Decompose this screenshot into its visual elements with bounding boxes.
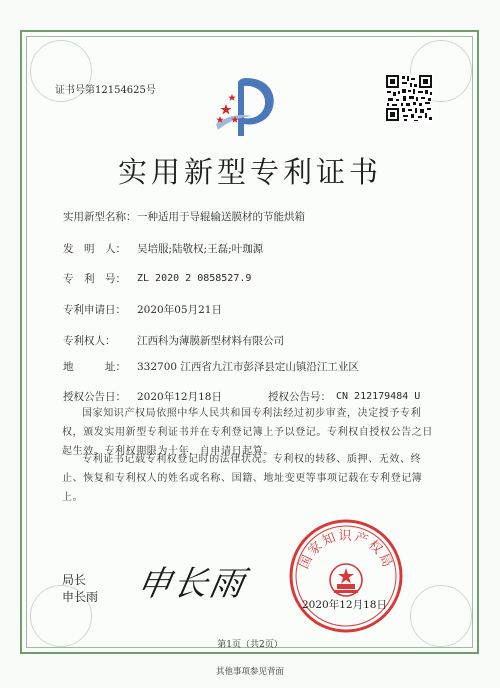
patent-number-value: ZL 2020 2 0858527.9 <box>137 273 252 284</box>
inventor-value: 吴培服;陆敬权;王磊;叶珈源 <box>137 243 264 255</box>
qr-code-icon <box>385 74 433 122</box>
footer-note: 其他事项参见背面 <box>215 667 284 677</box>
address-label: 地 址： <box>63 361 126 373</box>
patentee-label: 专利权人： <box>63 335 116 347</box>
seal-ring-text: 国家知识产权局 <box>296 529 396 572</box>
utility-name-value: 一种适用于导辊输送膜材的节能烘箱 <box>137 211 305 223</box>
certificate-number: 证书号第12154625号 <box>55 85 156 96</box>
patent-number-label: 专 利 号： <box>63 273 126 285</box>
director-name: 申长雨 <box>62 590 99 604</box>
filing-date-value: 2020年05月21日 <box>137 304 222 316</box>
director-title: 局长 <box>62 573 87 587</box>
national-emblem-icon <box>330 564 362 596</box>
address-value: 332700 江西省九江市彭泽县定山镇沿江工业区 <box>137 361 359 373</box>
filing-date-label: 专利申请日： <box>63 304 126 316</box>
grant-date-label: 授权公告日： <box>63 391 126 403</box>
grant-number-value: CN 212179484 U <box>336 391 421 402</box>
grant-number-label: 授权公告号： <box>268 391 331 403</box>
page-indicator: 第1页（共2页） <box>217 640 283 650</box>
seal-date: 2020年12月18日 <box>302 599 387 611</box>
legal-status-paragraph: 专利证书记载专利权登记时的法律状况。专利权的转移、质押、无效、终止、恢复和专利权人的姓名或名称、国籍、地址变更等事项记载在专利登记簿上。 <box>62 454 423 503</box>
utility-name-label: 实用新型名称： <box>63 211 137 223</box>
certificate-title: 实用新型专利证书 <box>117 155 382 189</box>
official-seal-icon <box>288 518 404 634</box>
director-signature: 申长雨 <box>133 564 249 604</box>
inventor-label: 发 明 人： <box>63 243 126 255</box>
patentee-value: 江西科为薄膜新型材料有限公司 <box>137 335 284 347</box>
grant-date-value: 2020年12月18日 <box>137 391 222 403</box>
cnipa-logo-icon <box>212 72 282 142</box>
grant-statement-paragraph: 国家知识产权局依照中华人民共和国专利法经过初步审查，决定授予专利权，颁发实用新型专利证书并在专利登记簿上予以登记。专利权自授权公告之日起生效。专利权期限为十年，自申请日起算。 <box>62 408 433 457</box>
